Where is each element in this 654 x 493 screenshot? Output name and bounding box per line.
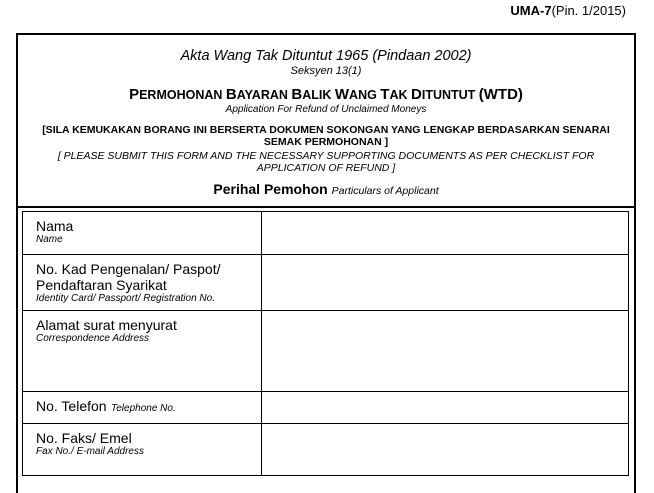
label-english: Fax No./ E-mail Address bbox=[36, 446, 144, 457]
field-row-telephone bbox=[23, 392, 629, 424]
submission-notice-malay: [SILA KEMUKAKAN BORANG INI BERSERTA DOKUMEN SOKONGAN YANG LENGKAP BERDASARKAN SENARAI SEMAK PERMOHONAN ] bbox=[42, 124, 610, 148]
form-title-part: (WTD) bbox=[478, 86, 523, 103]
form-header bbox=[18, 47, 634, 197]
name-input[interactable] bbox=[262, 212, 629, 255]
telephone-input[interactable] bbox=[262, 392, 629, 424]
label-malay: No. Faks/ Emel bbox=[36, 430, 132, 446]
section-heading bbox=[18, 181, 634, 197]
form-code-id: UMA-7 bbox=[510, 3, 552, 18]
field-row-fax-email bbox=[23, 424, 629, 476]
field-row-name bbox=[23, 212, 629, 255]
form-title-part: ALIK bbox=[302, 88, 335, 102]
form-container bbox=[16, 33, 636, 493]
label-malay: No. Telefon bbox=[36, 398, 107, 414]
form-title bbox=[18, 86, 634, 104]
act-title: Akta Wang Tak Dituntut 1965 (Pindaan 2002) bbox=[180, 48, 472, 64]
section-heading-malay: Perihal Pemohon bbox=[213, 181, 328, 197]
form-title-part: B bbox=[291, 86, 303, 103]
id-no-input[interactable] bbox=[262, 255, 629, 311]
section-divider bbox=[18, 206, 634, 208]
field-label-telephone bbox=[23, 392, 262, 424]
form-title-part: AK bbox=[389, 88, 411, 102]
form-title-part: D bbox=[411, 86, 422, 103]
form-title-part: ANG bbox=[349, 88, 381, 102]
address-input[interactable] bbox=[262, 311, 629, 392]
label-english: Telephone No. bbox=[111, 403, 176, 414]
form-title-part: T bbox=[380, 86, 390, 103]
form-code-version: (Pin. 1/2015) bbox=[551, 3, 626, 18]
field-row-address bbox=[23, 311, 629, 392]
form-title-part: W bbox=[334, 86, 350, 103]
form-title-english: Application For Refund of Unclaimed Moneys bbox=[225, 104, 427, 115]
label-english: Identity Card/ Passport/ Registration No. bbox=[36, 293, 215, 304]
label-english: Name bbox=[36, 234, 63, 245]
field-label-id-no bbox=[23, 255, 262, 311]
fax-email-input[interactable] bbox=[262, 424, 629, 476]
applicant-particulars-table bbox=[22, 211, 629, 476]
label-malay: No. Kad Pengenalan/ Paspot/ Pendaftaran Syarikat bbox=[36, 261, 221, 293]
form-title-part: P bbox=[129, 86, 140, 103]
field-row-id-no bbox=[23, 255, 629, 311]
form-title-part: ERMOHONAN bbox=[139, 88, 226, 102]
section-heading-english: Particulars of Applicant bbox=[331, 185, 439, 197]
form-code bbox=[510, 3, 626, 18]
label-malay: Nama bbox=[36, 218, 74, 234]
field-label-fax-email bbox=[23, 424, 262, 476]
field-label-address bbox=[23, 311, 262, 392]
label-malay: Alamat surat menyurat bbox=[36, 317, 177, 333]
form-title-part: AYARAN bbox=[236, 88, 292, 102]
label-english: Correspondence Address bbox=[36, 333, 150, 344]
field-label-name bbox=[23, 212, 262, 255]
submission-notice-english: [ PLEASE SUBMIT THIS FORM AND THE NECESSARY SUPPORTING DOCUMENTS AS PER CHECKLIST FOR APPLICATION OF REFUND ] bbox=[57, 150, 595, 174]
form-title-part: ITUNTUT bbox=[421, 88, 479, 102]
act-section: Seksyen 13(1) bbox=[290, 65, 362, 77]
form-title-part: B bbox=[225, 86, 237, 103]
